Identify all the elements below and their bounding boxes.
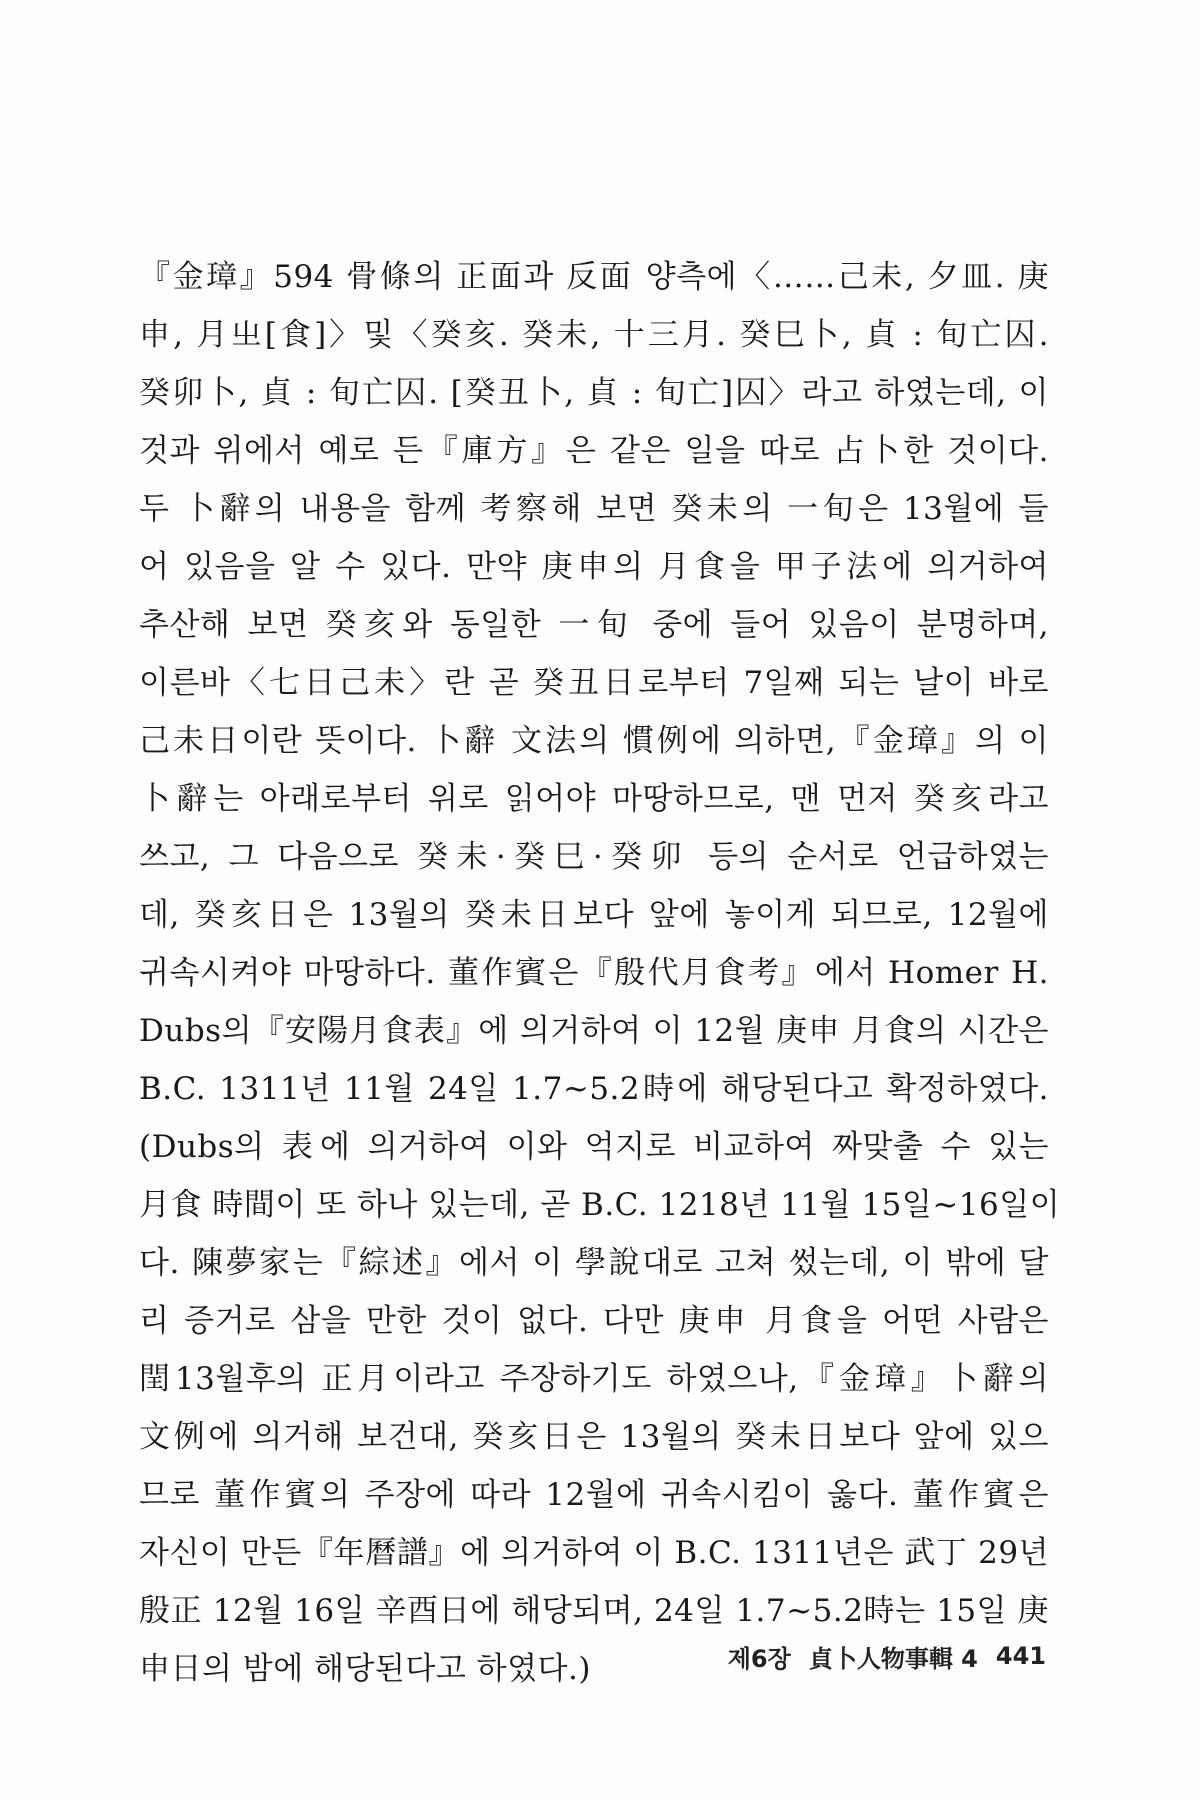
text-line: 月食 時間이 또 하나 있는데, 곧 B.C. 1218년 11월 15일~16일이 <box>139 1187 1061 1223</box>
text-line: Dubs의『安陽月食表』에 의거하여 이 12월 庚申 月食의 시간은 <box>139 1013 1049 1049</box>
text-line: (Dubs의 表에 의거하여 이와 억지로 비교하여 짜맞출 수 있는 <box>139 1129 1049 1165</box>
text-line: 殷正 12월 16일 辛酉日에 해당되며, 24일 1.7~5.2時는 15일 庚 <box>139 1593 1049 1629</box>
text-line: 己未日이란 뜻이다. 卜辭 文法의 慣例에 의하면,『金璋』의 이 <box>139 723 1049 759</box>
text-line: 귀속시켜야 마땅하다. 董作賓은『殷代月食考』에서 Homer H. <box>139 955 1049 991</box>
text-line: 『金璋』594 骨條의 正面과 反面 양측에〈……己未, 夕皿. 庚 <box>139 259 1049 295</box>
text-line: 文例에 의거해 보건대, 癸亥日은 13월의 癸未日보다 앞에 있으 <box>139 1419 1049 1455</box>
text-line: 이른바〈七日己未〉란 곧 癸丑日로부터 7일째 되는 날이 바로 <box>139 665 1049 701</box>
text-line: 므로 董作賓의 주장에 따라 12월에 귀속시킴이 옳다. 董作賓은 <box>139 1477 1049 1513</box>
text-line: 쓰고, 그 다음으로 癸未·癸巳·癸卯 등의 순서로 언급하였는 <box>139 839 1049 875</box>
text-line: 다. 陳夢家는『綜述』에서 이 學說대로 고쳐 썼는데, 이 밖에 달 <box>139 1245 1049 1281</box>
text-line: 申, 月㞢[食]〉및〈癸亥. 癸未, 十三月. 癸巳卜, 貞 : 旬亡囚. <box>139 317 1049 353</box>
text-line: 申日의 밤에 해당된다고 하였다.) <box>139 1651 591 1687</box>
page-footer <box>686 1636 1046 1676</box>
text-line: 리 증거로 삼을 만한 것이 없다. 다만 庚申 月食을 어떤 사람은 <box>139 1303 1049 1339</box>
text-line: 추산해 보면 癸亥와 동일한 一旬 중에 들어 있음이 분명하며, <box>139 607 1049 643</box>
text-line: B.C. 1311년 11월 24일 1.7~5.2時에 해당된다고 확정하였다. <box>139 1071 1049 1107</box>
text-line: 閏13월후의 正月이라고 주장하기도 하였으나,『金璋』卜辭의 <box>139 1361 1049 1397</box>
chapter-label: 제6장 <box>727 1644 791 1673</box>
text-line: 두 卜辭의 내용을 함께 考察해 보면 癸未의 一旬은 13월에 들 <box>139 491 1049 527</box>
text-line: 것과 위에서 예로 든『庫方』은 같은 일을 따로 占卜한 것이다. <box>139 433 1049 469</box>
text-line: 데, 癸亥日은 13월의 癸未日보다 앞에 놓이게 되므로, 12월에 <box>139 897 1049 933</box>
text-line: 卜辭는 아래로부터 위로 읽어야 마땅하므로, 맨 먼저 癸亥라고 <box>139 781 1049 817</box>
text-line: 자신이 만든『年曆譜』에 의거하여 이 B.C. 1311년은 武丁 29년 <box>139 1535 1049 1571</box>
body-text <box>139 248 1061 1698</box>
running-title: 貞卜人物事輯 4 <box>808 1644 978 1673</box>
text-line: 癸卯卜, 貞 : 旬亡囚. [癸丑卜, 貞 : 旬亡]囚〉라고 하였는데, 이 <box>139 375 1049 411</box>
text-line: 어 있음을 알 수 있다. 만약 庚申의 月食을 甲子法에 의거하여 <box>139 549 1049 585</box>
page-number: 441 <box>995 1642 1046 1670</box>
